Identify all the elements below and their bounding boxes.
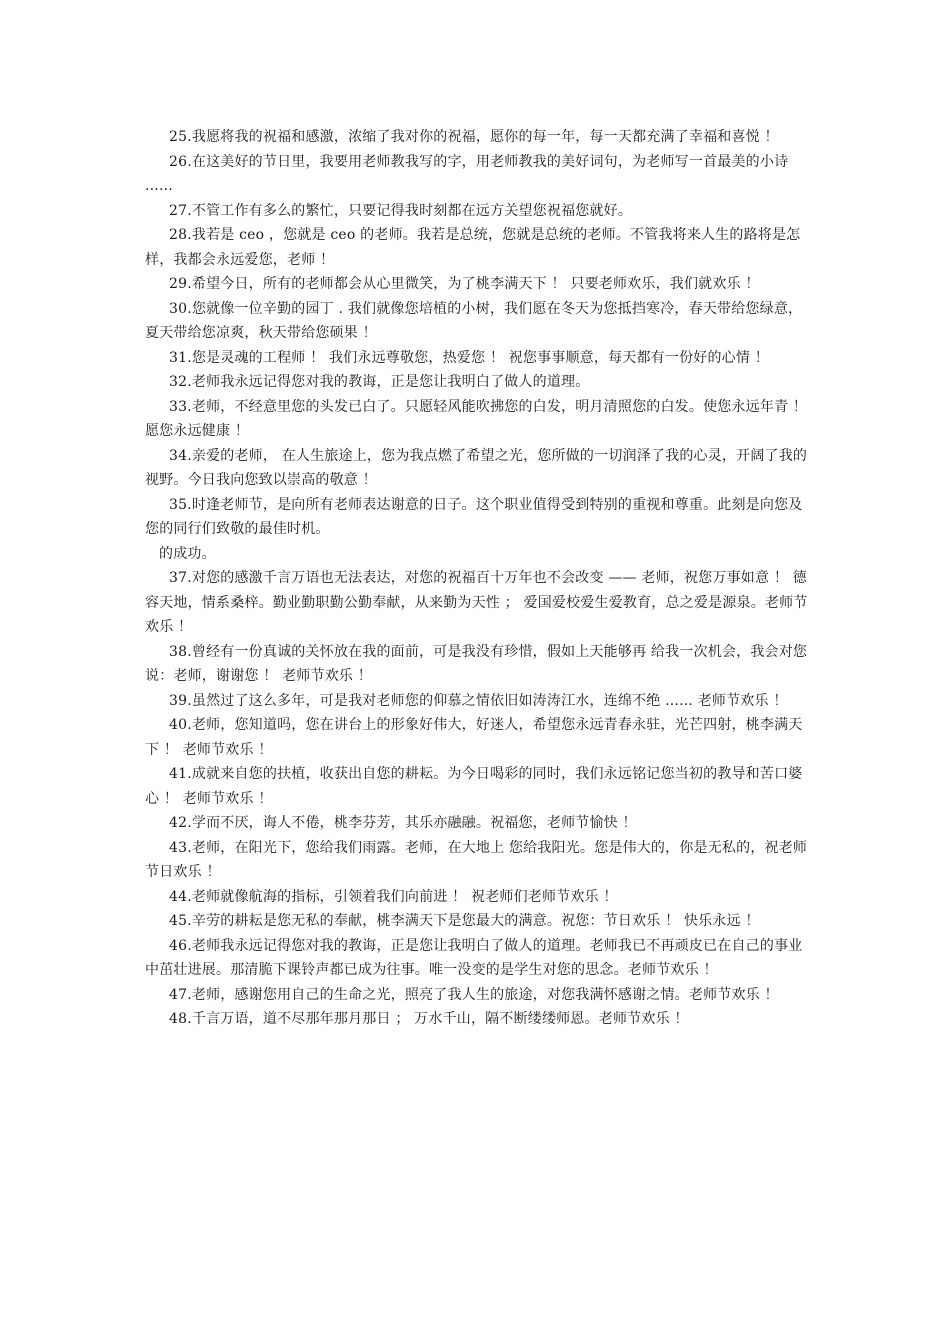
paragraph (145, 125, 815, 150)
paragraph-text: 老师就像航海的指标，引领着我们向前进 ！ 祝老师们老师节欢乐 ！ (191, 888, 618, 905)
paragraph-text: 成就来自您的扶植，收获出自您的耕耘。为今日喝彩的同时，我们永远铭记您当初的教导和苦口婆心 ！ 老师节欢乐 ！ (145, 766, 803, 807)
paragraph (145, 493, 815, 542)
paragraph-number: 43. (169, 839, 192, 856)
paragraph (145, 713, 815, 762)
paragraph-text: 千言万语，道不尽那年那月那日 ； 万水千山，隔不断缕缕师恩。老师节欢乐 ！ (191, 1011, 689, 1027)
paragraph (145, 811, 815, 836)
paragraph (145, 223, 815, 272)
paragraph (145, 370, 815, 395)
paragraph (145, 836, 815, 885)
paragraph (145, 346, 815, 371)
paragraph (145, 983, 815, 1008)
paragraph-text: 老师我永远记得您对我的教诲，正是您让我明白了做人的道理。 (191, 374, 590, 390)
paragraph (145, 689, 815, 714)
paragraph-text: 学而不厌，诲人不倦，桃李芬芳，其乐亦融融。祝福您，老师节愉快 ！ (191, 815, 637, 831)
paragraph-text: 老师，不经意里您的头发已白了。只愿轻风能吹拂您的白发，明月清照您的白发。使您永远年青 ！ 愿您永远健康 ！ (145, 398, 808, 439)
paragraph-number: 46. (169, 937, 192, 954)
paragraph-text: 我愿将我的祝福和感激，浓缩了我对你的祝福，愿你的每一年，每一天都充满了幸福和喜悦 ！ (191, 129, 779, 145)
paragraph (145, 150, 815, 199)
paragraph-number: 48. (169, 1011, 192, 1027)
paragraph (145, 640, 815, 689)
paragraph-number: 41. (169, 766, 192, 782)
paragraph-number: 32. (169, 374, 192, 390)
paragraph-number: 30. (169, 300, 192, 317)
paragraph-number: 42. (169, 815, 192, 831)
paragraph-text: 在这美好的节日里，我要用老师教我写的字，用老师教我的美好词句，为老师写一首最美的小诗 ...... (145, 153, 789, 194)
paragraph (145, 542, 815, 567)
paragraph-text: 希望今日，所有的老师都会从心里微笑，为了桃李满天下 ！ 只要老师欢乐，我们就欢乐 ！ (191, 276, 760, 292)
paragraph-text: 亲爱的老师， 在人生旅途上，您为我点燃了希望之光，您所做的一切润泽了我的心灵，开阔了我的视野。今日我向您致以崇高的敬意 ！ (145, 447, 808, 488)
paragraph (145, 199, 815, 224)
paragraph (145, 909, 815, 934)
paragraph (145, 934, 815, 983)
paragraph-number: 37. (169, 570, 192, 586)
paragraph-text: 您就像一位辛勤的园丁 . 我们就像您培植的小树，我们愿在冬天为您抵挡寒冷，春天带给您绿意，夏天带给您凉爽，秋天带给您硕果 ！ (145, 300, 803, 341)
paragraph (145, 885, 815, 910)
paragraph-text: 的成功。 (159, 545, 216, 562)
paragraph-text: 老师，在阳光下，您给我们雨露。老师，在大地上 您给我阳光。您是伟大的，你是无私的，祝老师节日欢乐 ！ (145, 839, 808, 880)
paragraph-text: 老师我永远记得您对我的教诲，正是您让我明白了做人的道理。老师我已不再顽皮已在自己的事业中茁壮进展。那清脆下课铃声都已成为往事。唯一没变的是学生对您的思念。老师节欢乐 ！ (145, 937, 803, 978)
paragraph-text: 时逢老师节，是向所有老师表达谢意的日子。这个职业值得受到特别的重视和尊重。此刻是向您及您的同行们致敬的最佳时机。 (145, 496, 803, 537)
paragraph-number: 35. (169, 496, 192, 513)
paragraph-text: 您是灵魂的工程师 ！ 我们永远尊敬您，热爱您 ！ 祝您事事顺意，每天都有一份好的心情 ！ (191, 349, 769, 366)
paragraph (145, 444, 815, 493)
paragraph-number: 45. (169, 913, 192, 929)
paragraph-text: 老师，感谢您用自己的生命之光，照亮了我人生的旅途，对您我满怀感谢之情。老师节欢乐 ！ (191, 986, 779, 1003)
paragraph-number: 40. (169, 717, 192, 733)
paragraph (145, 395, 815, 444)
paragraph-number: 47. (169, 986, 192, 1003)
paragraph (145, 1007, 815, 1032)
paragraph-number: 31. (169, 349, 192, 366)
paragraph-number: 39. (169, 692, 192, 709)
paragraph (145, 566, 815, 640)
paragraph-text: 我若是 ceo ，您就是 ceo 的老师。我若是总统，您就是总统的老师。不管我将来人生的路将是怎样，我都会永远爱您，老师 ！ (145, 227, 801, 268)
paragraph (145, 297, 815, 346)
paragraph-text: 虽然过了这么多年，可是我对老师您的仰慕之情依旧如涛涛江水，连绵不绝 ...... 老师节欢乐 ！ (191, 692, 788, 709)
paragraph-number: 34. (169, 447, 192, 464)
paragraph-number: 26. (169, 153, 192, 170)
paragraph-number: 29. (169, 276, 192, 292)
paragraph-number: 33. (169, 398, 192, 415)
paragraph-text: 辛劳的耕耘是您无私的奉献，桃李满天下是您最大的满意。祝您：节日欢乐 ！ 快乐永远 ！ (191, 913, 760, 929)
paragraph-text: 老师，您知道吗，您在讲台上的形象好伟大，好迷人，希望您永远青春永驻，光芒四射，桃李满天下 ！ 老师节欢乐 ！ (145, 717, 803, 758)
paragraph-number: 38. (169, 643, 192, 660)
paragraph-number: 28. (169, 227, 192, 243)
paragraph-number: 44. (169, 888, 192, 905)
paragraph (145, 272, 815, 297)
paragraph-number: 25. (169, 129, 192, 145)
paragraph-text: 曾经有一份真诚的关怀放在我的面前，可是我没有珍惜，假如上天能够再 给我一次机会，我会对您说：老师，谢谢您 ！ 老师节欢乐 ！ (145, 643, 808, 684)
paragraph-text: 不管工作有多么的繁忙，只要记得我时刻都在远方关望您祝福您就好。 (191, 202, 633, 219)
document-body (145, 125, 815, 1032)
paragraph-text: 对您的感激千言万语也无法表达，对您的祝福百十万年也不会改变 —— 老师，祝您万事如意 ！ 德容天地，情系桑梓。勤业勤职勤公勤奉献，从来勤为天性 ； 爱国爱校爱生爱教育，总之爱是源泉。老师节欢乐 ！ (145, 570, 808, 635)
paragraph-number: 27. (169, 202, 192, 219)
paragraph (145, 762, 815, 811)
